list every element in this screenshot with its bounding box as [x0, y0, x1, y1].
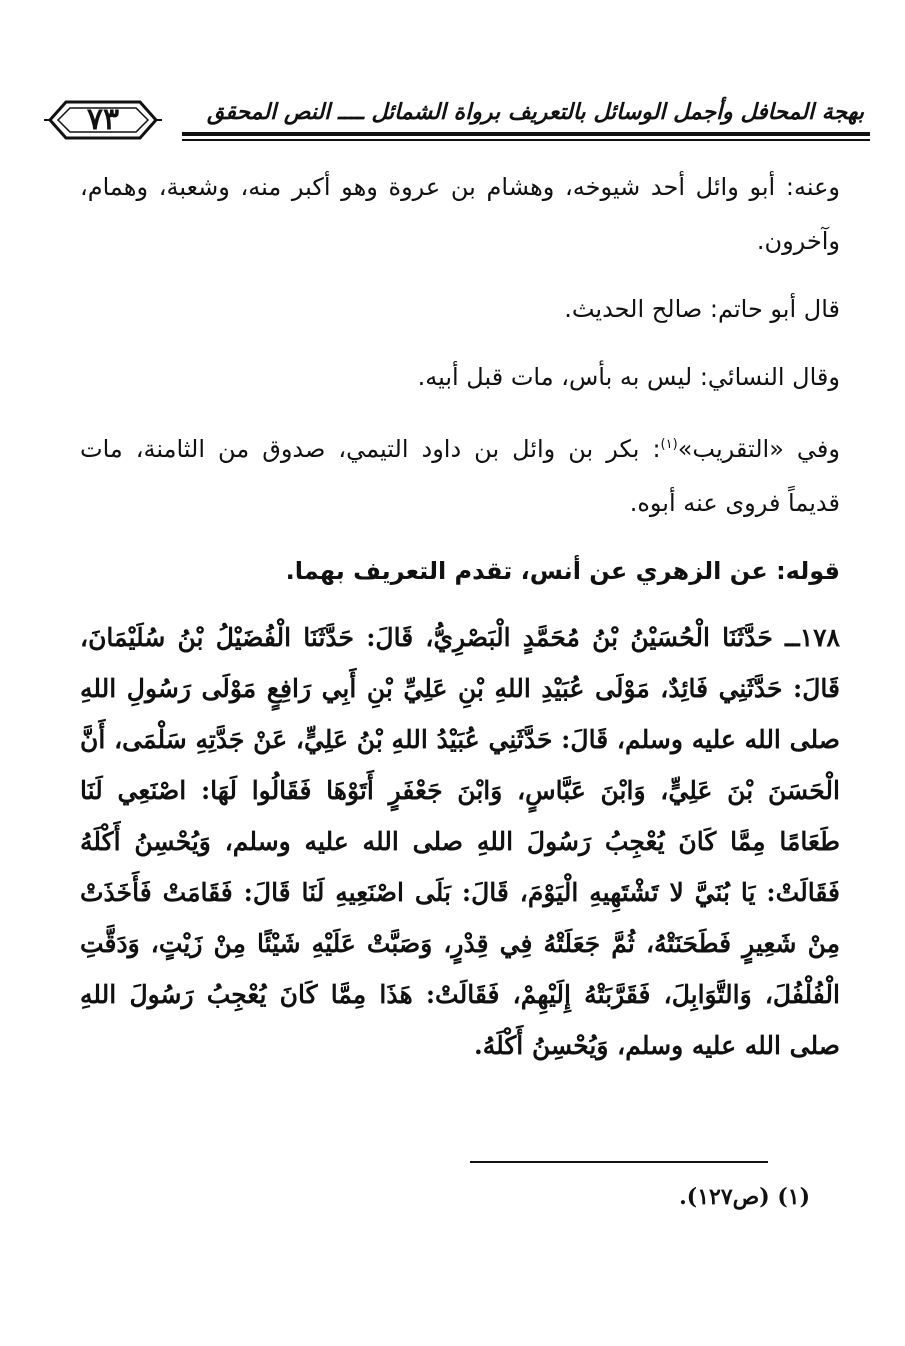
taqrib-title: وفي «التقريب» — [677, 435, 840, 463]
running-title: بهجة المحافل وأجمل الوسائل بالتعريف برواة الشمائل ــــ النص المحقق — [206, 99, 864, 125]
header-rule-thick — [182, 132, 870, 136]
hadith-text: ١٧٨ــ حَدَّثَنَا الْحُسَيْنُ بْنُ مُحَمَّدٍ الْبَصْرِيُّ، قَالَ: حَدَّثَنَا الْفُضَيْلُ بْنُ سُلَيْمَانَ، قَالَ: حَدَّثَنِي فَائِدٌ، مَوْلَى عُبَيْدِ اللهِ بْنِ عَلِيِّ بْنِ أَبِي رَافِعٍ مَوْلَى رَسُولِ اللهِ صلى الله عليه وسلم، قَالَ: حَدَّثَنِي عُبَيْدُ اللهِ بْنُ عَلِيٍّ، عَنْ جَدَّتِهِ سَلْمَى، أَنَّ الْحَسَنَ بْنَ عَلِيٍّ، وَابْنَ عَبَّاسٍ، وَابْنَ جَعْفَرٍ أَتَوْهَا فَقَالُوا لَهَا: اصْنَعِي لَنَا طَعَامًا مِمَّا كَانَ يُعْجِبُ رَسُولَ اللهِ صلى الله عليه وسلم، وَيُحْسِنُ أَكْلَهُ فَقَالَتْ: يَا بُنَيَّ لا تَشْتَهِيهِ الْيَوْمَ، قَالَ: بَلَى اصْنَعِيهِ لَنَا قَالَ: فَقَامَتْ فَأَخَذَتْ مِنْ شَعِيرٍ فَطَحَنَتْهُ، ثُمَّ جَعَلَتْهُ فِي قِدْرٍ، وَصَبَّتْ عَلَيْهِ شَيْئًا مِنْ زَيْتٍ، وَدَقَّتِ الْفُلْفُلَ، وَالتَّوَابِلَ، فَقَرَّبَتْهُ إِلَيْهِمْ، فَقَالَتْ: هَذَا مِمَّا كَانَ يُعْجِبُ رَسُولَ اللهِ صلى الله عليه وسلم، وَيُحْسِنُ أَكْلَهُ. — [80, 623, 840, 1060]
paragraph-students: وعنه: أبو وائل أحد شيوخه، وهشام بن عروة وهو أكبر منه، وشعبة، وهمام، وآخرون. — [80, 173, 840, 255]
footnote: (١) (ص١٢٧). — [679, 1184, 810, 1210]
footnote-marker[interactable]: (١) — [660, 437, 678, 452]
header-rule-thin — [182, 139, 870, 141]
paragraph-taqrib — [80, 418, 840, 530]
paragraph-abu-hatim: قال أبو حاتم: صالح الحديث. — [564, 295, 840, 323]
page-header — [44, 96, 870, 148]
taqrib-text: : بكر بن وائل بن داود التيمي، صدوق من الثامنة، مات قديماً فروى عنه أبوه. — [80, 435, 840, 517]
footnote-separator — [470, 1161, 768, 1163]
commentary-heading: قوله: عن الزهري عن أنس، تقدم التعريف بهما. — [285, 557, 840, 585]
page-number: ٧٣ — [86, 102, 120, 137]
page-number-badge — [44, 98, 162, 142]
paragraph-nasai: وقال النسائي: ليس به بأس، مات قبل أبيه. — [417, 363, 840, 391]
main-text — [80, 160, 840, 1071]
